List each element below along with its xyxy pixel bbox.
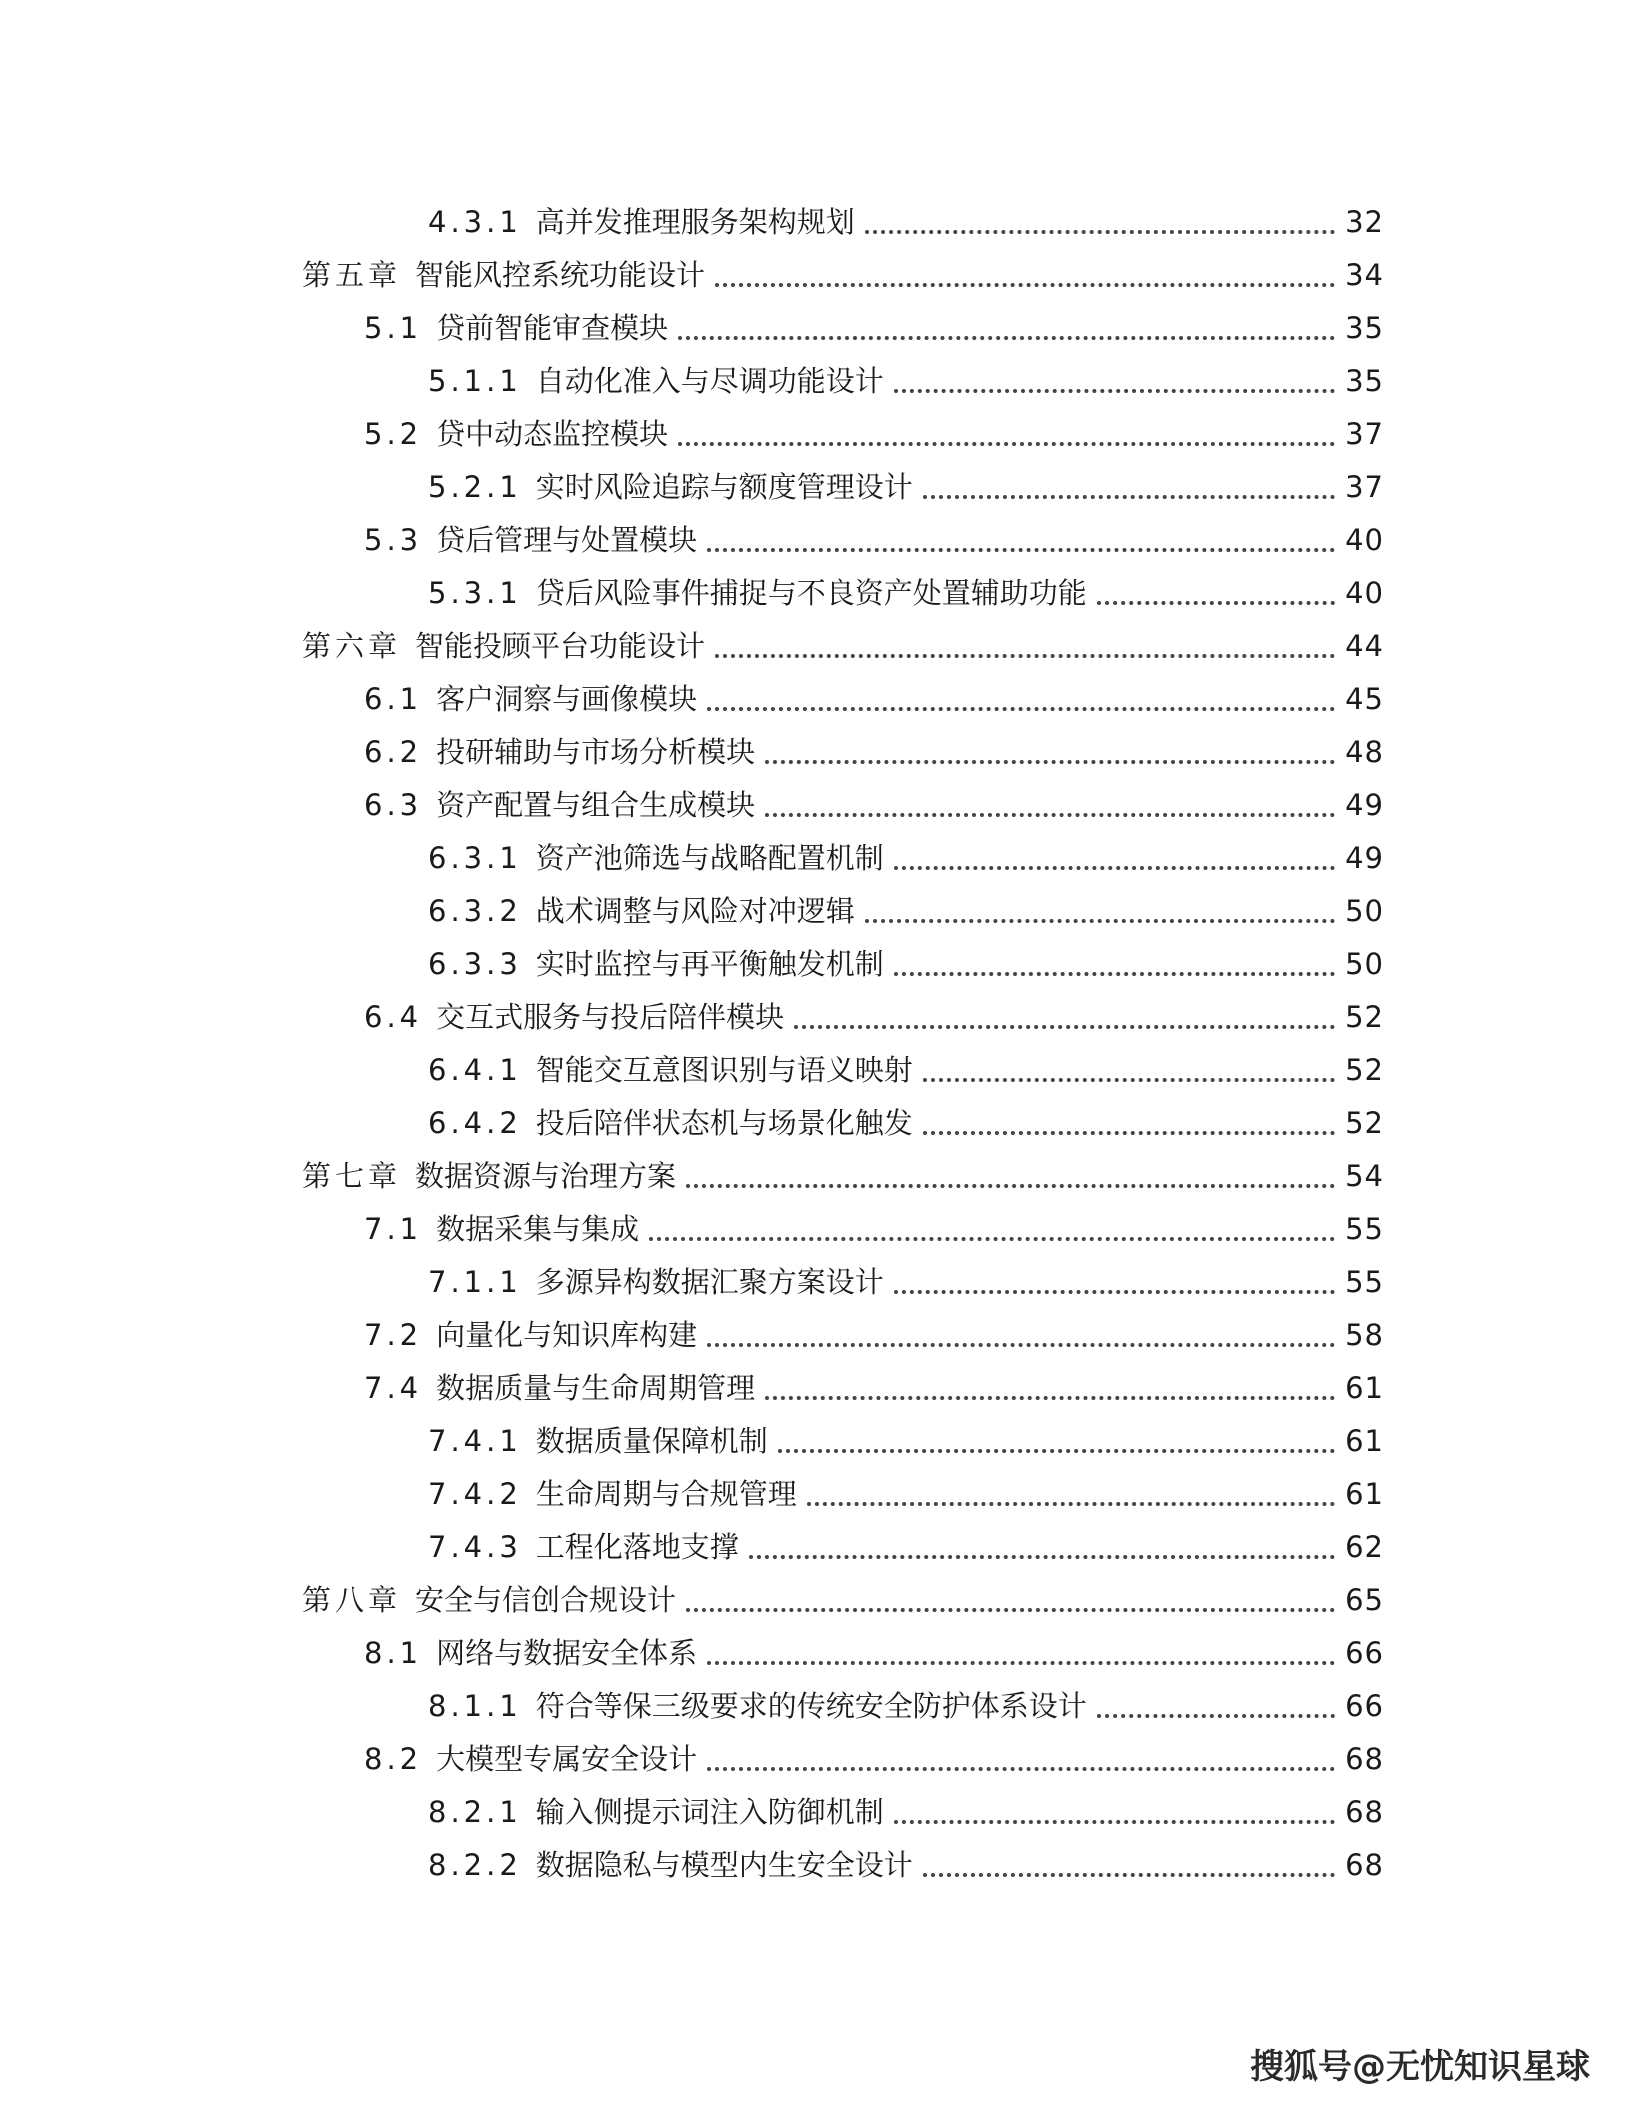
toc-dot-leader	[923, 1131, 1335, 1135]
toc-dot-leader	[865, 919, 1335, 923]
toc-entry-title: 贷中动态监控模块	[436, 417, 669, 451]
toc-entry-title: 实时风险追踪与额度管理设计	[535, 470, 913, 504]
toc-subsection-entry[interactable]	[0, 1468, 1632, 1521]
toc-dot-leader	[686, 1608, 1335, 1612]
toc-entry-number: 第五章	[302, 258, 402, 292]
toc-subsection-entry[interactable]	[0, 1256, 1632, 1309]
toc-dot-leader	[1097, 601, 1335, 605]
toc-entry-title: 符合等保三级要求的传统安全防护体系设计	[535, 1689, 1087, 1723]
toc-dot-leader	[749, 1555, 1335, 1559]
toc-dot-leader	[923, 495, 1335, 499]
toc-entry-number: 第七章	[302, 1159, 402, 1193]
toc-entry-title: 交互式服务与投后陪伴模块	[436, 1000, 785, 1034]
toc-page-number: 61	[1345, 1424, 1384, 1458]
toc-entry-title: 智能交互意图识别与语义映射	[535, 1053, 913, 1087]
toc-entry-number: 8.2	[364, 1742, 423, 1776]
toc-page-number: 44	[1345, 629, 1384, 663]
toc-entry-number: 7.4	[364, 1371, 423, 1405]
toc-entry-number: 5.3	[364, 523, 423, 557]
toc-subsection-entry[interactable]	[0, 1680, 1632, 1733]
toc-entry-title: 网络与数据安全体系	[436, 1636, 698, 1670]
toc-page-number: 66	[1345, 1689, 1384, 1723]
toc-page-number: 61	[1345, 1477, 1384, 1511]
toc-page-number: 52	[1345, 1000, 1384, 1034]
toc-entry-number: 5.1.1	[428, 364, 522, 398]
toc-entry-number: 6.3.2	[428, 894, 522, 928]
toc-dot-leader	[894, 1290, 1335, 1294]
toc-page-number: 68	[1345, 1795, 1384, 1829]
toc-page-number: 34	[1345, 258, 1384, 292]
toc-page-number: 55	[1345, 1265, 1384, 1299]
toc-entry-title: 安全与信创合规设计	[415, 1583, 677, 1617]
toc-page-number: 52	[1345, 1106, 1384, 1140]
toc-dot-leader	[715, 283, 1335, 287]
toc-entry-title: 数据隐私与模型内生安全设计	[535, 1848, 913, 1882]
toc-entry-title: 数据资源与治理方案	[415, 1159, 677, 1193]
toc-entry-title: 投后陪伴状态机与场景化触发	[535, 1106, 913, 1140]
toc-dot-leader	[923, 1873, 1335, 1877]
toc-page-number: 52	[1345, 1053, 1384, 1087]
toc-subsection-entry[interactable]	[0, 1521, 1632, 1574]
toc-page-number: 45	[1345, 682, 1384, 716]
toc-entry-number: 6.4	[364, 1000, 423, 1034]
toc-dot-leader	[678, 336, 1335, 340]
toc-entry-number: 4.3.1	[428, 205, 522, 239]
toc-entry-title: 向量化与知识库构建	[436, 1318, 698, 1352]
toc-entry-number: 7.4.3	[428, 1530, 522, 1564]
toc-subsection-entry[interactable]	[0, 1415, 1632, 1468]
toc-page-number: 68	[1345, 1742, 1384, 1776]
toc-subsection-entry[interactable]	[0, 938, 1632, 991]
toc-entry-title: 输入侧提示词注入防御机制	[535, 1795, 884, 1829]
toc-entry-number: 7.1	[364, 1212, 423, 1246]
toc-entry-number: 7.1.1	[428, 1265, 522, 1299]
toc-entry-number: 5.3.1	[428, 576, 522, 610]
toc-entry-title: 战术调整与风险对冲逻辑	[535, 894, 855, 928]
toc-dot-leader	[765, 760, 1335, 764]
toc-section-entry[interactable]	[0, 779, 1632, 832]
toc-entry-title: 多源异构数据汇聚方案设计	[535, 1265, 884, 1299]
toc-section-entry[interactable]	[0, 408, 1632, 461]
toc-entry-title: 生命周期与合规管理	[535, 1477, 797, 1511]
toc-entry-number: 8.2.2	[428, 1848, 522, 1882]
toc-page-number: 49	[1345, 841, 1384, 875]
toc-entry-title: 资产配置与组合生成模块	[436, 788, 756, 822]
watermark-text: 搜狐号@无忧知识星球	[1250, 2047, 1590, 2087]
toc-entry-number: 5.1	[364, 311, 423, 345]
toc-dot-leader	[807, 1502, 1335, 1506]
toc-dot-leader	[778, 1449, 1335, 1453]
toc-chapter-entry[interactable]	[0, 249, 1632, 302]
toc-dot-leader	[707, 1661, 1335, 1665]
toc-entry-title: 贷后管理与处置模块	[436, 523, 698, 557]
toc-dot-leader	[894, 389, 1335, 393]
toc-subsection-entry[interactable]	[0, 885, 1632, 938]
toc-entry-number: 6.3	[364, 788, 423, 822]
toc-dot-leader	[707, 1343, 1335, 1347]
toc-dot-leader	[894, 972, 1335, 976]
toc-entry-number: 8.1	[364, 1636, 423, 1670]
toc-section-entry[interactable]	[0, 514, 1632, 567]
toc-section-entry[interactable]	[0, 1733, 1632, 1786]
toc-page-number: 65	[1345, 1583, 1384, 1617]
toc-section-entry[interactable]	[0, 991, 1632, 1044]
toc-entry-number: 6.4.1	[428, 1053, 522, 1087]
toc-subsection-entry[interactable]	[0, 461, 1632, 514]
toc-entry-title: 工程化落地支撑	[535, 1530, 739, 1564]
toc-entry-title: 资产池筛选与战略配置机制	[535, 841, 884, 875]
toc-entry-title: 客户洞察与画像模块	[436, 682, 698, 716]
toc-page-number: 49	[1345, 788, 1384, 822]
toc-page-number: 35	[1345, 364, 1384, 398]
toc-page-number: 54	[1345, 1159, 1384, 1193]
toc-page-number: 66	[1345, 1636, 1384, 1670]
toc-entry-title: 智能投顾平台功能设计	[415, 629, 706, 663]
toc-section-entry[interactable]	[0, 673, 1632, 726]
toc-entry-title: 贷前智能审查模块	[436, 311, 669, 345]
toc-entry-number: 6.3.1	[428, 841, 522, 875]
toc-dot-leader	[707, 548, 1335, 552]
toc-entry-number: 6.3.3	[428, 947, 522, 981]
toc-subsection-entry[interactable]	[0, 832, 1632, 885]
toc-entry-title: 高并发推理服务架构规划	[535, 205, 855, 239]
toc-dot-leader	[894, 1820, 1335, 1824]
toc-page-number: 61	[1345, 1371, 1384, 1405]
toc-entry-number: 8.2.1	[428, 1795, 522, 1829]
toc-page-number: 68	[1345, 1848, 1384, 1882]
toc-page-number: 35	[1345, 311, 1384, 345]
toc-page-number: 37	[1345, 470, 1384, 504]
toc-entry-number: 8.1.1	[428, 1689, 522, 1723]
toc-dot-leader	[923, 1078, 1335, 1082]
toc-dot-leader	[686, 1184, 1335, 1188]
toc-dot-leader	[894, 866, 1335, 870]
toc-dot-leader	[765, 1396, 1335, 1400]
toc-entry-number: 第六章	[302, 629, 402, 663]
toc-entry-title: 投研辅助与市场分析模块	[436, 735, 756, 769]
toc-entry-number: 6.2	[364, 735, 423, 769]
toc-entry-number: 7.4.1	[428, 1424, 522, 1458]
toc-entry-title: 自动化准入与尽调功能设计	[535, 364, 884, 398]
toc-dot-leader	[707, 707, 1335, 711]
toc-page-number: 40	[1345, 523, 1384, 557]
toc-page-number: 48	[1345, 735, 1384, 769]
toc-dot-leader	[649, 1237, 1335, 1241]
toc-entry-number: 7.2	[364, 1318, 423, 1352]
toc-subsection-entry[interactable]	[0, 1097, 1632, 1150]
toc-page-number: 50	[1345, 947, 1384, 981]
toc-dot-leader	[865, 230, 1335, 234]
toc-dot-leader	[715, 654, 1335, 658]
toc-dot-leader	[707, 1767, 1335, 1771]
toc-section-entry[interactable]	[0, 302, 1632, 355]
toc-chapter-entry[interactable]	[0, 1150, 1632, 1203]
toc-entry-number: 5.2.1	[428, 470, 522, 504]
toc-entry-title: 数据采集与集成	[436, 1212, 640, 1246]
toc-dot-leader	[794, 1025, 1335, 1029]
toc-subsection-entry[interactable]	[0, 1839, 1632, 1892]
toc-chapter-entry[interactable]	[0, 620, 1632, 673]
toc-section-entry[interactable]	[0, 1203, 1632, 1256]
toc-subsection-entry[interactable]	[0, 567, 1632, 620]
toc-entry-title: 实时监控与再平衡触发机制	[535, 947, 884, 981]
toc-section-entry[interactable]	[0, 726, 1632, 779]
toc-entry-title: 大模型专属安全设计	[436, 1742, 698, 1776]
toc-page-number: 32	[1345, 205, 1384, 239]
toc-section-entry[interactable]	[0, 1627, 1632, 1680]
toc-entry-number: 7.4.2	[428, 1477, 522, 1511]
toc-chapter-entry[interactable]	[0, 1574, 1632, 1627]
toc-entry-title: 贷后风险事件捕捉与不良资产处置辅助功能	[535, 576, 1087, 610]
toc-page-number: 37	[1345, 417, 1384, 451]
table-of-contents	[0, 196, 1632, 1892]
toc-subsection-entry[interactable]	[0, 196, 1632, 249]
toc-dot-leader	[678, 442, 1335, 446]
toc-subsection-entry[interactable]	[0, 1786, 1632, 1839]
toc-subsection-entry[interactable]	[0, 1044, 1632, 1097]
toc-entry-title: 数据质量保障机制	[535, 1424, 768, 1458]
toc-entry-title: 智能风控系统功能设计	[415, 258, 706, 292]
toc-subsection-entry[interactable]	[0, 355, 1632, 408]
toc-entry-number: 第八章	[302, 1583, 402, 1617]
toc-section-entry[interactable]	[0, 1362, 1632, 1415]
toc-dot-leader	[765, 813, 1335, 817]
toc-page-number: 40	[1345, 576, 1384, 610]
toc-page-number: 50	[1345, 894, 1384, 928]
toc-section-entry[interactable]	[0, 1309, 1632, 1362]
toc-dot-leader	[1097, 1714, 1335, 1718]
toc-page-number: 62	[1345, 1530, 1384, 1564]
toc-page-number: 55	[1345, 1212, 1384, 1246]
toc-page-number: 58	[1345, 1318, 1384, 1352]
toc-entry-number: 6.4.2	[428, 1106, 522, 1140]
toc-entry-title: 数据质量与生命周期管理	[436, 1371, 756, 1405]
toc-entry-number: 5.2	[364, 417, 423, 451]
toc-entry-number: 6.1	[364, 682, 423, 716]
